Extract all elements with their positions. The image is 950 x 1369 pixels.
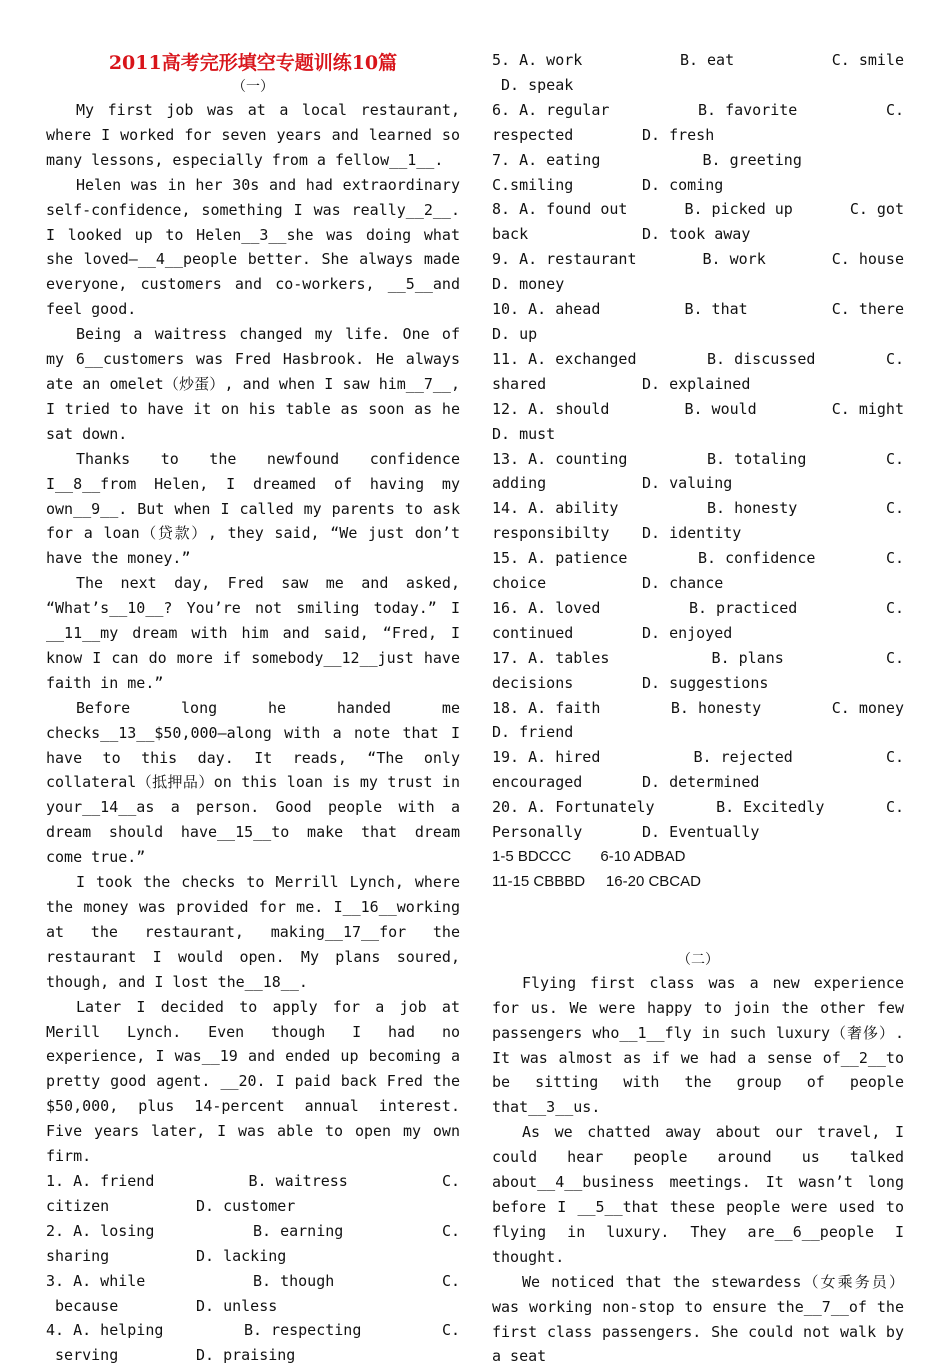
page-title: 2011高考完形填空专题训练10篇	[108, 52, 398, 74]
section-1-passage	[46, 98, 460, 1169]
question-options-line	[46, 1219, 460, 1244]
question-option: choice	[492, 574, 547, 593]
question-options-line	[492, 820, 904, 845]
question-option: C. might	[831, 399, 904, 418]
passage-paragraph: Later I decided to apply for a job at Merill Lynch. Even though I had no experience, I was__19 and ended up becoming a pretty good agent. __20. I paid back Fred the $50,000, plus 14-percent annual interest. Five years later, I was able to open my own firm.	[46, 997, 460, 1166]
question-options-line	[492, 197, 904, 222]
question-option: 5. A. work	[492, 51, 583, 69]
question-option: C.	[885, 100, 904, 119]
question-option: C.	[885, 549, 904, 568]
question-option: B. though	[253, 1271, 335, 1290]
question-options-line	[492, 745, 904, 770]
question-option: C. got	[849, 200, 904, 219]
question-option: B. totaling	[707, 449, 807, 468]
question-options-line	[492, 98, 904, 123]
question-option: encouraged	[492, 773, 583, 792]
question-option: sharing	[46, 1246, 110, 1265]
passage-paragraph: Being a waitress changed my life. One of my 6__customers was Fred Hasbrook. He always ate an omelet（炒蛋）, and when I saw him__7__, I tried to have it on his table as soon as he sat down.	[46, 325, 460, 443]
question-options-line	[46, 1194, 460, 1219]
question-option: D. must	[492, 424, 556, 443]
question-options-line	[492, 646, 904, 671]
passage-paragraph: Before long he handed me checks__13__$50,000—along with a note that I have to this day. It reads, “The only collateral（抵押品）on this loan is my trust in your__14__as a person. Good people with a dream should have__15__to make that dream come true.”	[46, 698, 460, 867]
question-option: 15. A. patience	[492, 549, 628, 568]
question-options-line	[492, 496, 904, 521]
question-option: D. chance	[642, 574, 724, 593]
question-options-line	[492, 546, 904, 571]
question-option: B. would	[684, 399, 757, 418]
left-column	[46, 48, 460, 1368]
question-option: 14. A. ability	[492, 499, 619, 518]
question-options-line	[492, 372, 904, 397]
question-options-line	[492, 770, 904, 795]
question-options-line	[492, 173, 904, 198]
question-options-line	[492, 795, 904, 820]
question-option: 7. A. eating	[492, 150, 601, 169]
question-option: C.	[885, 748, 904, 767]
question-option: 19. A. hired	[492, 748, 601, 767]
question-option: 10. A. ahead	[492, 300, 601, 319]
question-option: D. explained	[642, 374, 751, 393]
question-option: D. lacking	[196, 1246, 287, 1265]
question-option: adding	[492, 474, 547, 493]
question-option: 6. A. regular	[492, 100, 610, 119]
question-option: C.	[441, 1221, 460, 1240]
question-option: C.	[441, 1321, 460, 1340]
question-option: 12. A. should	[492, 399, 610, 418]
question-option: D. praising	[196, 1346, 296, 1365]
question-option: B. respecting	[243, 1321, 362, 1340]
question-option: D. suggestions	[642, 673, 769, 692]
question-option: B. work	[702, 250, 766, 269]
question-options-line	[492, 447, 904, 472]
question-option: 16. A. loved	[492, 598, 601, 617]
question-option: D. determined	[642, 773, 760, 792]
question-option: continued	[492, 623, 574, 642]
question-option: B. honesty	[670, 698, 762, 717]
question-option: C.	[885, 798, 904, 817]
question-options-line	[492, 671, 904, 696]
question-options-line	[492, 571, 904, 596]
question-option: B. confidence	[698, 549, 816, 568]
passage-paragraph: The next day, Fred saw me and asked, “What’s__10__? You’re not smiling today.” I __11__my dream with him and said, “Fred, I know I can do more if somebody__12__just have faith in me.”	[46, 574, 460, 692]
question-options-line	[46, 1269, 460, 1294]
question-options-line	[46, 1294, 460, 1319]
question-list-part-1	[46, 1169, 460, 1368]
question-option: D. speak	[492, 75, 574, 94]
passage-paragraph: My first job was at a local restaurant, where I worked for seven years and learned so many lessons, especially from a fellow__1__.	[46, 101, 460, 169]
question-option: D. money	[492, 275, 565, 294]
question-option: B. honesty	[707, 499, 798, 518]
question-option: respected	[492, 125, 574, 144]
question-option: C.	[885, 598, 904, 617]
question-options-line	[492, 596, 904, 621]
question-option: 17. A. tables	[492, 648, 610, 667]
question-list-part-2	[492, 48, 904, 845]
question-options-line	[492, 521, 904, 546]
question-option: B. waitress	[248, 1171, 348, 1190]
question-option: Personally	[492, 823, 583, 842]
question-option: C.	[441, 1171, 460, 1190]
question-option: D. fresh	[642, 125, 715, 144]
question-option: C.smiling	[492, 175, 574, 194]
question-option: C.	[885, 449, 904, 468]
question-option: D. Eventually	[642, 823, 760, 842]
section-2-passage	[492, 971, 904, 1369]
question-option: because	[46, 1296, 119, 1315]
question-options-line	[492, 272, 904, 297]
question-option: D. took away	[642, 225, 751, 244]
question-option: C. there	[831, 300, 904, 319]
question-option: B. plans	[711, 648, 784, 667]
question-options-line	[46, 1244, 460, 1269]
question-option: 8. A. found out	[492, 200, 628, 219]
question-option: D. friend	[492, 723, 574, 742]
right-column	[492, 48, 904, 1369]
question-options-line	[492, 471, 904, 496]
question-option: D. enjoyed	[642, 623, 733, 642]
question-options-line	[492, 696, 904, 721]
question-option: C. smile	[831, 51, 904, 69]
question-options-line	[46, 1169, 460, 1194]
passage-paragraph: Thanks to the newfound confidence I__8__from Helen, I dreamed of having my own__9__. But when I called my parents to ask for a loan（贷款）, they said, “We just don’t have the money.”	[46, 449, 460, 568]
question-option: 2. A. losing	[46, 1221, 155, 1240]
question-option: B. that	[684, 300, 748, 319]
passage-paragraph: Flying first class was a new experience for us. We were happy to join the other few passengers who__1__fly in such luxury（奢侈）. It was almost as if we had a sense of__2__to be sitting with the group of people that__3__us.	[492, 973, 904, 1117]
question-option: C. house	[831, 250, 904, 269]
question-options-line	[492, 297, 904, 322]
question-options-line	[492, 148, 904, 173]
question-option: D. coming	[642, 175, 724, 194]
question-option: serving	[46, 1346, 119, 1365]
passage-paragraph: Helen was in her 30s and had extraordinary self-confidence, something I was really__2__. I looked up to Helen__3__she was doing what she loved—__4__people better. She always made everyone, customers and co-workers, __5__and feel good.	[46, 175, 460, 319]
question-option: C. money	[831, 698, 904, 717]
question-option: C.	[885, 349, 904, 368]
question-option: 9. A. restaurant	[492, 250, 637, 269]
question-option: 4. A. helping	[46, 1321, 164, 1340]
question-options-line	[492, 123, 904, 148]
section-1-label: （一）	[232, 79, 274, 95]
passage-paragraph: We noticed that the stewardess（女乘务员）was working non-stop to ensure the__7__of the first class passengers. She could not walk by a seat	[492, 1272, 904, 1366]
passage-paragraph: As we chatted away about our travel, I could hear people around us talked about__4__business meetings. It wasn’t long before I __5__that these people were used to flying in luxury. They are__6__people I thought.	[492, 1123, 904, 1266]
question-option: 3. A. while	[46, 1271, 146, 1290]
question-option: D. customer	[196, 1196, 296, 1215]
question-options-line	[492, 73, 904, 98]
question-options-line	[492, 621, 904, 646]
question-options-line	[492, 347, 904, 372]
question-option: B. earning	[253, 1221, 344, 1240]
question-options-line	[46, 1343, 460, 1368]
question-option: B. greeting	[702, 150, 802, 169]
question-option: shared	[492, 374, 547, 393]
question-options-line	[492, 397, 904, 422]
question-option: C.	[441, 1271, 460, 1290]
question-option: 20. A. Fortunately	[492, 798, 655, 817]
passage-paragraph: I took the checks to Merrill Lynch, where the money was provided for me. I__16__working at the restaurant, making__17__for the restaurant I would open. My plans soured, though, and I lost the__18__.	[46, 873, 460, 991]
question-options-line	[46, 1318, 460, 1343]
question-option: citizen	[46, 1196, 110, 1215]
question-option: responsibilty	[492, 524, 610, 543]
question-option: B. favorite	[698, 100, 798, 119]
question-options-line	[492, 422, 904, 447]
answer-line: 1-5 BDCCC 6-10 ADBAD	[492, 848, 686, 865]
question-options-line	[492, 222, 904, 247]
question-option: B. rejected	[693, 748, 793, 767]
question-options-line	[492, 247, 904, 272]
question-options-line	[492, 720, 904, 745]
question-option: B. picked up	[684, 200, 793, 219]
question-option: back	[492, 225, 529, 244]
question-option: C.	[885, 648, 904, 667]
question-option: C.	[885, 499, 904, 518]
question-option: 18. A. faith	[492, 698, 601, 717]
question-option: B. discussed	[707, 349, 816, 368]
question-option: 11. A. exchanged	[492, 349, 637, 368]
answer-key	[492, 845, 904, 895]
question-option: D. unless	[196, 1296, 278, 1315]
question-options-line	[492, 322, 904, 347]
question-option: B. eat	[679, 51, 735, 69]
section-2-label: （二）	[677, 951, 719, 968]
question-option: 1. A. friend	[46, 1171, 155, 1190]
question-option: decisions	[492, 673, 574, 692]
question-option: B. Excitedly	[716, 798, 825, 817]
question-option: B. practiced	[688, 598, 798, 617]
answer-line: 11-15 CBBBD 16-20 CBCAD	[492, 872, 701, 890]
question-option: 13. A. counting	[492, 449, 628, 468]
question-options-line	[492, 48, 904, 73]
question-option: D. up	[492, 324, 538, 343]
question-option: D. identity	[642, 524, 742, 543]
question-option: D. valuing	[642, 474, 733, 493]
